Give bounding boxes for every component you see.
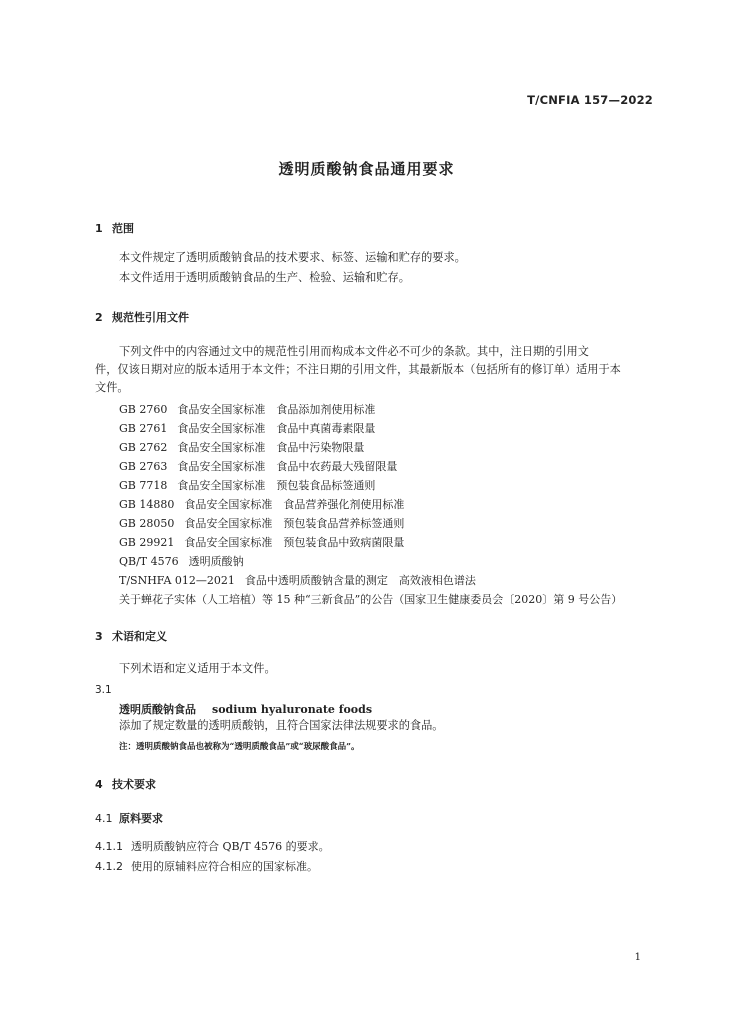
clause-item (95, 838, 330, 854)
page-number: 1 (634, 952, 641, 963)
term-note: 注：透明质酸钠食品也被称为“透明质酸食品”或“玻尿酸食品”。 (119, 742, 360, 752)
reference-title: 食品中透明质酸钠含量的测定 高效液相色谱法 (244, 574, 476, 587)
subsection-4-1-heading (95, 810, 163, 826)
reference-code: GB 2760 (119, 403, 168, 416)
section-number: 4 (95, 778, 103, 791)
document-title: 透明质酸钠食品通用要求 (278, 160, 455, 178)
paragraph-line: 件，仅该日期对应的版本适用于本文件；不注日期的引用文件，其最新版本（包括所有的修订单）适用于本 (95, 363, 621, 376)
reference-title: 透明质酸钠 (188, 555, 244, 568)
reference-code: GB 29921 (119, 536, 175, 549)
reference-item (119, 420, 375, 436)
clause-number: 4.1.2 (95, 860, 123, 873)
section-title: 技术要求 (112, 778, 156, 791)
paragraph-line: 文件。 (95, 381, 129, 394)
term-english: sodium hyaluronate foods (212, 703, 373, 716)
reference-title: 食品安全国家标准 食品营养强化剂使用标准 (184, 498, 405, 511)
paragraph: 本文件适用于透明质酸钠食品的生产、检验、运输和贮存。 (119, 271, 410, 284)
reference-item (119, 477, 375, 493)
paragraph-line: 下列文件中的内容通过文中的规范性引用而构成本文件必不可少的条款。其中，注日期的引用文 (119, 345, 589, 358)
reference-title: 食品安全国家标准 预包装食品中致病菌限量 (184, 536, 405, 549)
section-3-heading (95, 628, 167, 644)
section-1-heading (95, 220, 134, 236)
reference-title: 食品安全国家标准 食品中污染物限量 (177, 441, 365, 454)
reference-item (119, 591, 622, 607)
clause-text: 使用的原辅料应符合相应的国家标准。 (131, 860, 318, 873)
term-entry (119, 701, 372, 717)
reference-title: 食品安全国家标准 食品添加剂使用标准 (177, 403, 376, 416)
section-number: 2 (95, 311, 103, 324)
reference-title: 食品安全国家标准 食品中农药最大残留限量 (177, 460, 398, 473)
reference-item (119, 515, 404, 531)
reference-title: 关于蝉花子实体（人工培植）等 15 种“三新食品”的公告（国家卫生健康委员会〔2020〕第 9 号公告） (119, 593, 623, 606)
reference-code: GB 14880 (119, 498, 175, 511)
term-chinese: 透明质酸钠食品 (119, 703, 196, 716)
reference-item (119, 458, 397, 474)
reference-title: 食品安全国家标准 预包装食品标签通则 (177, 479, 376, 492)
paragraph: 本文件规定了透明质酸钠食品的技术要求、标签、运输和贮存的要求。 (119, 251, 466, 264)
reference-code: GB 2763 (119, 460, 168, 473)
reference-code: GB 2762 (119, 441, 168, 454)
section-2-heading (95, 309, 189, 325)
clause-number: 4.1.1 (95, 840, 123, 853)
reference-item (119, 439, 364, 455)
reference-item (119, 553, 244, 569)
term-number: 3.1 (95, 684, 112, 696)
standard-number: T/CNFIA 157—2022 (527, 93, 653, 107)
paragraph: 下列术语和定义适用于本文件。 (119, 662, 276, 675)
reference-item (119, 534, 404, 550)
clause-item (95, 858, 318, 874)
reference-item (119, 572, 476, 588)
clause-text: 透明质酸钠应符合 QB/T 4576 的要求。 (131, 840, 330, 853)
subsection-number: 4.1 (95, 812, 113, 825)
term-definition: 添加了规定数量的透明质酸钠，且符合国家法律法规要求的食品。 (119, 719, 444, 732)
section-number: 3 (95, 630, 103, 643)
reference-code: GB 7718 (119, 479, 168, 492)
section-4-heading (95, 776, 156, 792)
reference-code: T/SNHFA 012—2021 (119, 574, 235, 587)
subsection-title: 原料要求 (119, 812, 163, 825)
reference-title: 食品安全国家标准 预包装食品营养标签通则 (184, 517, 405, 530)
reference-code: QB/T 4576 (119, 555, 179, 568)
reference-item (119, 496, 404, 512)
reference-code: GB 28050 (119, 517, 175, 530)
reference-code: GB 2761 (119, 422, 168, 435)
reference-item (119, 401, 375, 417)
section-title: 规范性引用文件 (112, 311, 189, 324)
reference-title: 食品安全国家标准 食品中真菌毒素限量 (177, 422, 376, 435)
section-title: 术语和定义 (112, 630, 167, 643)
section-number: 1 (95, 222, 103, 235)
section-title: 范围 (112, 222, 134, 235)
